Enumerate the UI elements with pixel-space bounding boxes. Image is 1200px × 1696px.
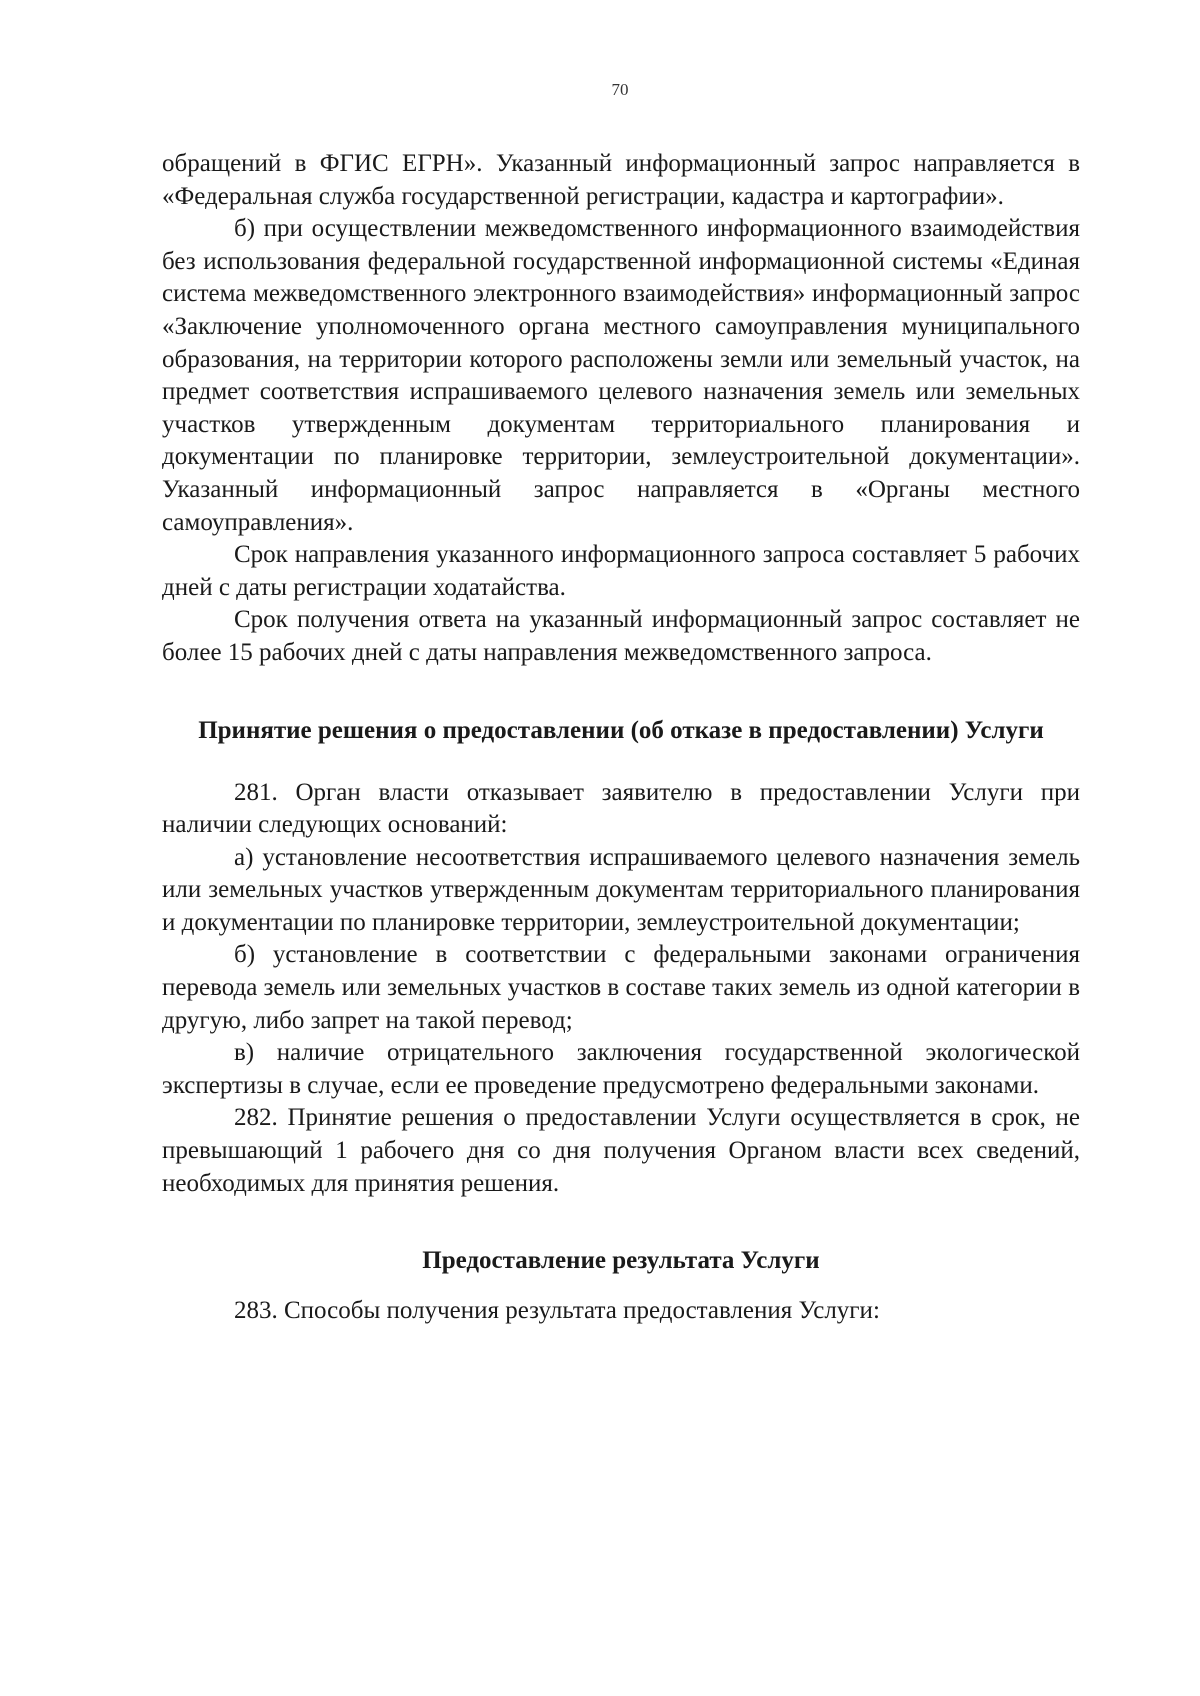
list-item-b: б) установление в соответствии с федеральными законами ограничения перевода земель или земельных участков в составе таких земель из одной категории в другую, либо запрет на такой перевод;	[162, 941, 1080, 1034]
paragraph-response-deadline: Срок получения ответа на указанный информационный запрос составляет не более 15 рабочих дней с даты направления межведомственного запроса.	[162, 606, 1080, 666]
paragraph-282: 282. Принятие решения о предоставлении Услуги осуществляется в срок, не превышающий 1 рабочего дня со дня получения Органом власти всех сведений, необходимых для принятия решения.	[162, 1104, 1080, 1197]
document-body	[162, 148, 1080, 1328]
section-heading-decision: Принятие решения о предоставлении (об отказе в предоставлении) Услуги	[198, 716, 1044, 744]
paragraph-283: 283. Способы получения результата предоставления Услуги:	[234, 1297, 880, 1325]
spacer	[162, 1200, 1080, 1244]
spacer	[162, 670, 1080, 714]
page-number: 70	[611, 80, 629, 99]
section-heading-result: Предоставление результата Услуги	[422, 1247, 820, 1275]
paragraph-request-deadline: Срок направления указанного информационного запроса составляет 5 рабочих дней с даты регистрации ходатайства.	[162, 541, 1080, 601]
paragraph-item-b: б) при осуществлении межведомственного информационного взаимодействия без использования федеральной государственной информационной системы «Единая система межведомственного электронного взаимодействия» информационный запрос «Заключение уполномоченного органа местного самоуправления муниципального образования, на территории которого расположены земли или земельный участок, на предмет соответствия испрашиваемого целевого назначения земель или земельных участков утвержденным документам территориального планирования и документации по планировке территории, землеустроительной документации». Указанный информационный запрос направляется в «Органы местного самоуправления».	[162, 215, 1080, 536]
spacer	[162, 747, 1080, 777]
list-item-a: а) установление несоответствия испрашиваемого целевого назначения земель или земельных участков утвержденным документам территориального планирования и документации по планировке территории, землеустроительной документации;	[162, 843, 1080, 936]
paragraph-281: 281. Орган власти отказывает заявителю в предоставлении Услуги при наличии следующих оснований:	[162, 778, 1080, 839]
paragraph-continuation: обращений в ФГИС ЕГРН». Указанный информационный запрос направляется в «Федеральная служба государственной регистрации, кадастра и картографии».	[162, 150, 1080, 210]
spacer	[162, 1277, 1080, 1295]
list-item-c: в) наличие отрицательного заключения государственной экологической экспертизы в случае, если ее проведение предусмотрено федеральными законами.	[162, 1039, 1080, 1099]
